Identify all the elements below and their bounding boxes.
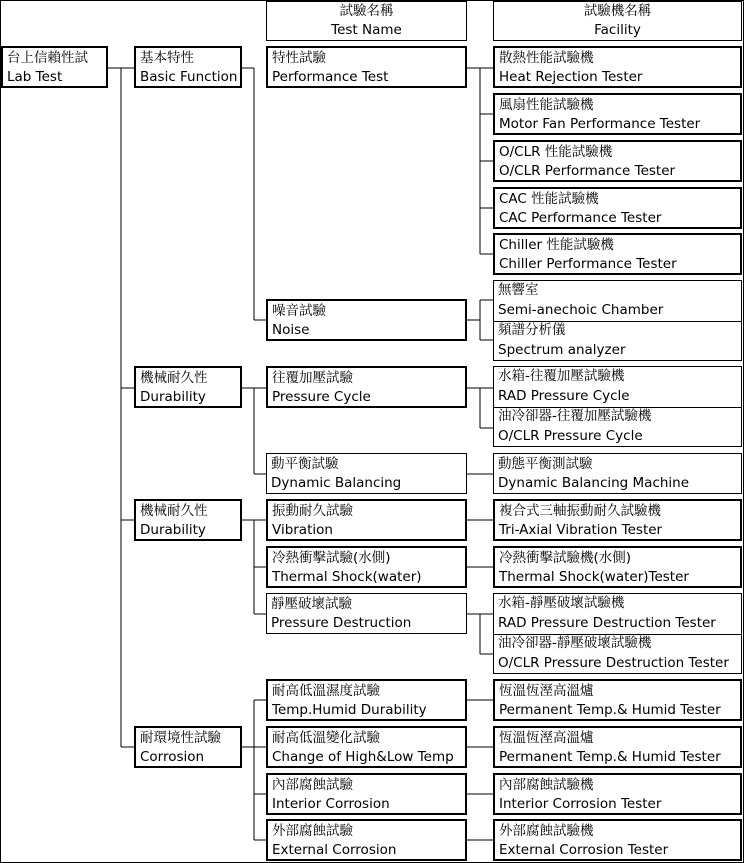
header-facility-en: Facility bbox=[594, 22, 641, 38]
header-test-name bbox=[266, 1, 467, 41]
facility-zh: CAC 性能試驗機 bbox=[499, 191, 599, 207]
facility-node bbox=[493, 187, 742, 229]
test-en: External Corrosion bbox=[272, 842, 397, 858]
test-en: Dynamic Balancing bbox=[271, 475, 402, 491]
facility-en: Motor Fan Performance Tester bbox=[499, 116, 701, 132]
facility-zh: Chiller 性能試驗機 bbox=[499, 237, 614, 253]
test-node bbox=[266, 499, 467, 541]
facility-zh: 油冷卻器-往覆加壓試驗機 bbox=[498, 408, 652, 424]
facility-node bbox=[493, 499, 742, 541]
test-zh: 靜壓破壞試驗 bbox=[271, 596, 352, 612]
category-zh: 基本特性 bbox=[140, 50, 194, 66]
facility-en: O/CLR Performance Tester bbox=[499, 163, 676, 179]
test-zh: 內部腐蝕試驗 bbox=[272, 777, 353, 793]
test-zh: 噪音試驗 bbox=[272, 303, 326, 319]
facility-zh: 頻譜分析儀 bbox=[498, 322, 566, 338]
header-facility bbox=[493, 1, 742, 41]
test-en: Temp.Humid Durability bbox=[272, 702, 427, 718]
category-en: Corrosion bbox=[140, 749, 205, 765]
test-zh: 振動耐久試驗 bbox=[272, 503, 353, 519]
facility-zh: 冷熱衝擊試驗機(水側) bbox=[499, 550, 632, 566]
root-zh: 台上信賴性試 bbox=[7, 50, 88, 66]
test-en: Noise bbox=[272, 322, 310, 338]
facility-node bbox=[493, 679, 742, 721]
test-en: Interior Corrosion bbox=[272, 796, 390, 812]
facility-en: Heat Rejection Tester bbox=[499, 69, 643, 85]
facility-node bbox=[493, 819, 742, 861]
test-en: Pressure Destruction bbox=[271, 615, 412, 631]
facility-en: Permanent Temp.& Humid Tester bbox=[499, 702, 721, 718]
test-node bbox=[266, 366, 467, 408]
category-node bbox=[134, 46, 242, 88]
root-en: Lab Test bbox=[7, 69, 63, 85]
category-node bbox=[134, 726, 242, 768]
test-zh: 特性試驗 bbox=[272, 50, 326, 66]
category-en: Basic Function bbox=[140, 69, 238, 85]
facility-node bbox=[493, 233, 742, 275]
test-node bbox=[266, 726, 467, 768]
facility-en: External Corrosion Tester bbox=[499, 842, 669, 858]
facility-group bbox=[493, 280, 742, 361]
facility-en: Semi-anechoic Chamber bbox=[498, 302, 664, 318]
test-zh: 動平衡試驗 bbox=[271, 456, 339, 472]
facility-zh: 複合式三軸振動耐久試驗機 bbox=[499, 503, 661, 519]
test-node bbox=[266, 453, 467, 494]
facility-zh: 恆溫恆溼高溫爐 bbox=[499, 730, 594, 746]
facility-group bbox=[493, 593, 742, 674]
category-zh: 機械耐久性 bbox=[140, 370, 208, 386]
category-en: Durability bbox=[140, 389, 206, 405]
facility-zh: 水箱-靜壓破壞試驗機 bbox=[498, 595, 625, 611]
facility-en: O/CLR Pressure Destruction Tester bbox=[498, 655, 729, 671]
test-zh: 外部腐蝕試驗 bbox=[272, 823, 353, 839]
category-zh: 機械耐久性 bbox=[140, 503, 208, 519]
facility-node bbox=[493, 46, 742, 88]
facility-zh: 動態平衡測試驗 bbox=[498, 456, 593, 472]
test-node bbox=[266, 679, 467, 721]
facility-zh: 油冷卻器-靜壓破壞試驗機 bbox=[498, 635, 652, 651]
facility-en: Thermal Shock(water)Tester bbox=[499, 569, 689, 585]
header-facility-zh: 試驗機名稱 bbox=[583, 3, 652, 19]
facility-node bbox=[493, 453, 742, 494]
test-zh: 往覆加壓試驗 bbox=[272, 370, 353, 386]
facility-en: Chiller Performance Tester bbox=[499, 256, 677, 272]
facility-node bbox=[493, 546, 742, 588]
test-node bbox=[266, 46, 467, 88]
category-node bbox=[134, 499, 242, 541]
facility-group bbox=[493, 366, 742, 447]
category-zh: 耐環境性試驗 bbox=[140, 730, 221, 746]
test-node bbox=[266, 819, 467, 861]
facility-node bbox=[493, 140, 742, 182]
category-en: Durability bbox=[140, 522, 206, 538]
test-zh: 冷熱衝擊試驗(水側) bbox=[272, 550, 391, 566]
facility-en: Spectrum analyzer bbox=[498, 342, 626, 358]
facility-zh: 恆溫恆溼高溫爐 bbox=[499, 683, 594, 699]
test-zh: 耐高低溫變化試驗 bbox=[272, 730, 380, 746]
facility-en: O/CLR Pressure Cycle bbox=[498, 428, 643, 444]
test-en: Pressure Cycle bbox=[272, 389, 371, 405]
test-en: Performance Test bbox=[272, 69, 389, 85]
root-node bbox=[1, 46, 108, 88]
test-node bbox=[266, 299, 467, 341]
facility-en: Dynamic Balancing Machine bbox=[498, 475, 690, 491]
category-node bbox=[134, 366, 242, 408]
facility-zh: 無響室 bbox=[498, 282, 539, 298]
test-node bbox=[266, 773, 467, 815]
facility-node bbox=[493, 773, 742, 815]
test-node bbox=[266, 546, 467, 588]
facility-zh: O/CLR 性能試驗機 bbox=[499, 144, 613, 160]
test-en: Thermal Shock(water) bbox=[272, 569, 422, 585]
facility-en: CAC Performance Tester bbox=[499, 210, 662, 226]
test-node bbox=[266, 593, 467, 634]
facility-en: RAD Pressure Cycle bbox=[498, 388, 630, 404]
facility-en: RAD Pressure Destruction Tester bbox=[498, 615, 716, 631]
facility-en: Tri-Axial Vibration Tester bbox=[499, 522, 663, 538]
header-test-name-en: Test Name bbox=[331, 22, 402, 38]
facility-node bbox=[493, 93, 742, 135]
test-en: Vibration bbox=[272, 522, 333, 538]
header-test-name-zh: 試驗名稱 bbox=[339, 3, 394, 19]
facility-zh: 散熱性能試驗機 bbox=[499, 50, 594, 66]
facility-en: Permanent Temp.& Humid Tester bbox=[499, 749, 721, 765]
facility-zh: 水箱-往覆加壓試驗機 bbox=[498, 368, 625, 384]
facility-zh: 外部腐蝕試驗機 bbox=[499, 823, 594, 839]
facility-en: Interior Corrosion Tester bbox=[499, 796, 662, 812]
test-en: Change of High&Low Temp bbox=[272, 749, 454, 765]
test-zh: 耐高低溫濕度試驗 bbox=[272, 683, 380, 699]
facility-node bbox=[493, 726, 742, 768]
facility-zh: 風扇性能試驗機 bbox=[499, 97, 594, 113]
facility-zh: 內部腐蝕試驗機 bbox=[499, 777, 594, 793]
